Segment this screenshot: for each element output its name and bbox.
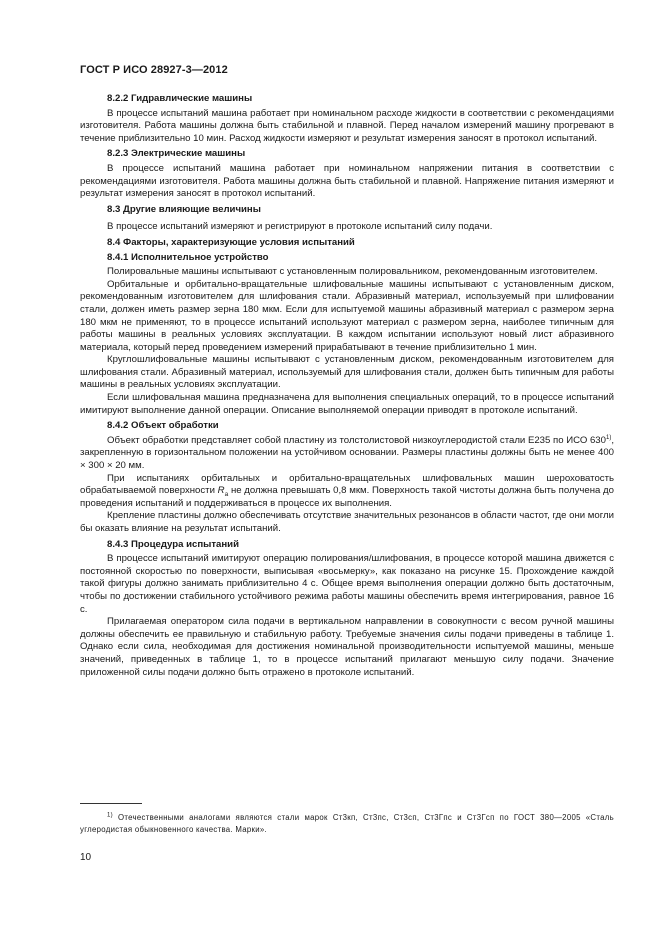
paragraph: Полировальные машины испытывают с установленным полировальником, рекомендованным изготовителем.	[107, 266, 598, 278]
paragraph: В процессе испытаний машина работает при номинальном напряжении питания в соответствии с рекомендациями изготовителя. Работа машины должна быть стабильной и плавной. Напряжение питания измеряют и результат измерения заносят в протокол испытаний.	[80, 162, 614, 200]
heading-8-3: 8.3 Другие влияющие величины	[107, 203, 261, 215]
footnote-divider	[80, 803, 142, 804]
standard-header: ГОСТ Р ИСО 28927-3—2012	[80, 64, 228, 76]
paragraph: Орбитальные и орбитально-вращательные шлифовальные машины испытывают с установленным диском, рекомендованным изготовителем для шлифования стали. Абразивный материал, используемый при шлифовании стали, должен иметь размер зерна 180 мкм. Если для испытуемой машины абразивный материал с размером зерна 180 мкм не применяют, то в процессе испытаний используют материал с размером зерна, наиболее типичным для работы машины в реальных условиях эксплуатации. В каждом испытании используют новый лист абразивного материала, который перед проведением измерений прирабатывают в течение приблизительно 1 мин.	[80, 278, 614, 353]
footnote-ref: 1)	[605, 434, 612, 441]
footnote-text: Отечественными аналогами являются стали марок Ст3кп, Ст3пс, Ст3сп, Ст3Гпс и Ст3Гсп по ГОСТ 380—2005 «Сталь углеродистая обыкновенного качества. Марки».	[80, 813, 614, 834]
heading-8-2-3: 8.2.3 Электрические машины	[107, 148, 246, 160]
footnote	[80, 812, 614, 836]
paragraph: Прилагаемая оператором сила подачи в вертикальном направлении в совокупности с весом ручной машины должны обеспечить ее правильную и стабильную работу. Требуемые значения силы подачи приведены в таблице 1. Однако если сила, необходимая для достижения номинальной производительности испытуемой машины, меньше значений, приведенных в таблице 1, то в процессе испытаний прилагают меньшую силу подачи. Значение приложенной силы подачи должно быть отражено в протоколе испытаний.	[80, 616, 614, 678]
paragraph: В процессе испытаний имитируют операцию полирования/шлифования, в процессе которой машина движется с постоянной скоростью по поверхности, выписывая «восьмерку», как показано на рисунке 15. Прохождение каждой такой фигуры должно занимать приблизительно 4 с. Общее время выполнения операции должно быть достаточным, чтобы по достижении стабильного устойчивого режима работы машины обеспечить время интегрирования, равное 16 с.	[80, 553, 614, 615]
paragraph: В процессе испытаний машина работает при номинальном расходе жидкости в соответствии с рекомендациями изготовителя. Работа машины должна быть стабильной и плавной. Перед началом измерений машину прогревают в течение приблизительно 10 мин. Расход жидкости измеряют и результат измерения заносят в протокол испытаний.	[80, 107, 614, 144]
symbol-subscript: a	[224, 491, 229, 499]
text-run: , закрепленную в горизонтальном положении на устойчивом основании. Размеры пластины должны быть не менее 400 × 300 × 20 мм.	[80, 434, 614, 472]
heading-8-2-2: 8.2.2 Гидравлические машины	[107, 93, 253, 104]
paragraph: Круглошлифовальные машины испытывают с установленным диском, рекомендованным изготовителем для шлифования стали. Абразивный материал, используемый для шлифования стали, должен быть типичным для работы машины в реальных условиях эксплуатации.	[80, 354, 614, 391]
page-number: 10	[80, 852, 92, 863]
paragraph	[80, 473, 614, 511]
text-run: Объект обработки представляет собой пластину из толстолистовой низкоуглеродистой стали Е235 по ИСО 630	[107, 434, 606, 446]
heading-8-4-2: 8.4.2 Объект обработки	[107, 420, 219, 432]
heading-8-4: 8.4 Факторы, характеризующие условия испытаний	[107, 236, 355, 248]
body-text	[80, 93, 614, 679]
paragraph: В процессе испытаний измеряют и регистрируют в протоколе испытаний силу подачи.	[107, 221, 493, 233]
heading-8-4-1: 8.4.1 Исполнительное устройство	[107, 251, 269, 263]
paragraph	[80, 435, 614, 473]
symbol-r: R	[217, 485, 225, 497]
text-run: не должна превышать 0,8 мкм. Поверхность такой чистоты должна быть получена до проведения испытаний и поддерживаться в процессе их выполнения.	[80, 485, 614, 509]
heading-8-4-3: 8.4.3 Процедура испытаний	[107, 538, 239, 550]
paragraph: Крепление пластины должно обеспечивать отсутствие значительных резонансов в области частот, где они могли бы оказать влияние на результат испытаний.	[80, 510, 614, 534]
footnote-mark: 1)	[107, 812, 113, 819]
text-run: При испытаниях орбитальных и орбитально-вращательных шлифовальных машин шероховатость обрабатываемой поверхности	[80, 472, 614, 497]
paragraph: Если шлифовальная машина предназначена для выполнения специальных операций, то в процессе испытаний имитируют выполнение данной операции. Описание выполняемой операции приводят в протоколе испытаний.	[80, 392, 614, 416]
